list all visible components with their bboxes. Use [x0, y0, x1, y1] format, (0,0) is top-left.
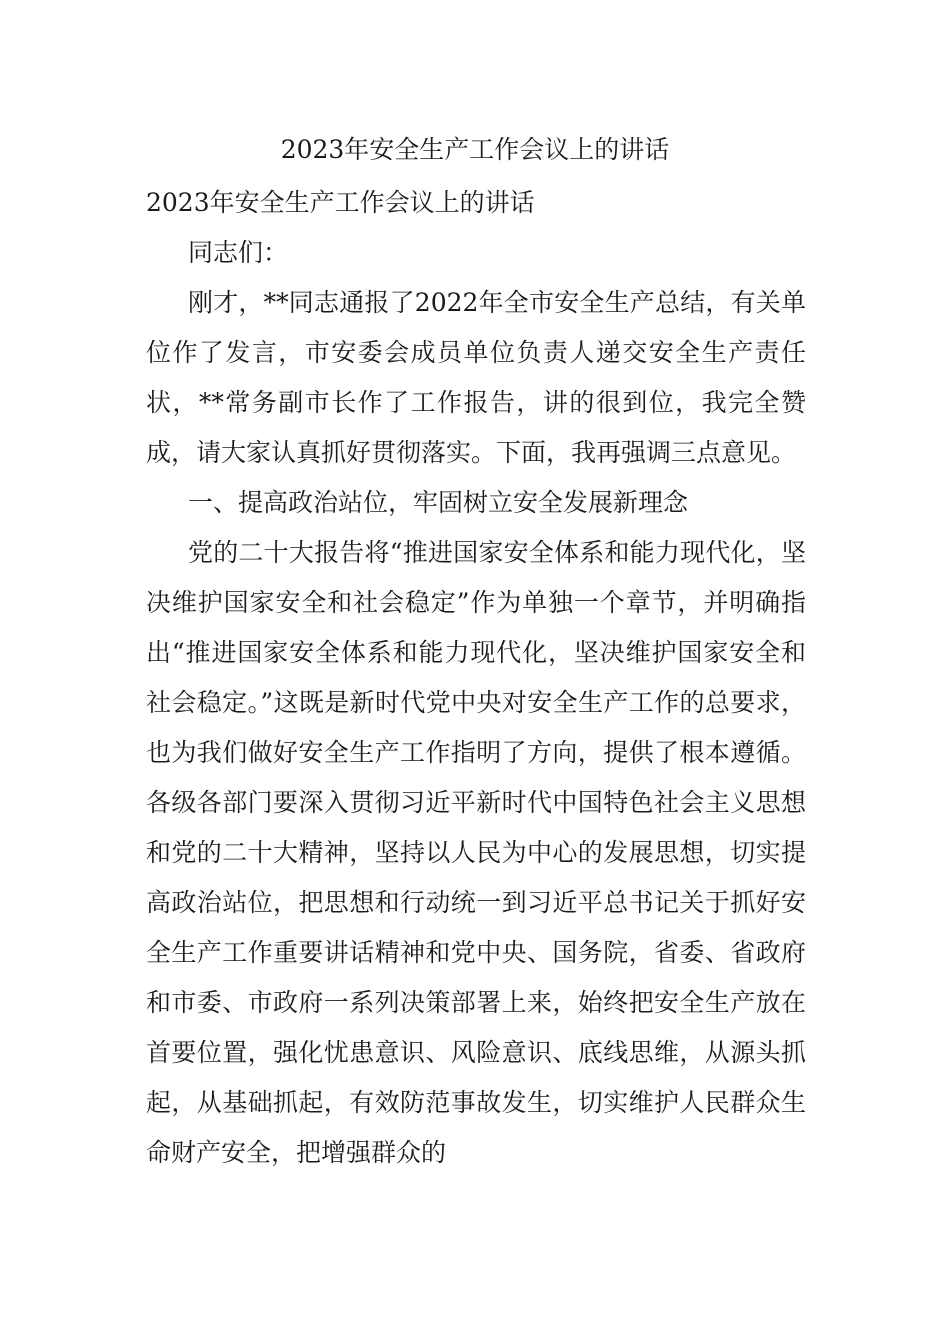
salutation-paragraph: 同志们：	[188, 238, 289, 267]
document-title: 2023年安全生产工作会议上的讲话	[280, 135, 670, 164]
document-body	[146, 178, 806, 1178]
body-paragraph: 党的二十大报告将“推进国家安全体系和能力现代化，坚决维护国家安全和社会稳定”作为单独一个章节，并明确指出“推进国家安全体系和能力现代化，坚决维护国家安全和社会稳定。”这既是新时代党中央对安全生产工作的总要求，也为我们做好安全生产工作指明了方向，提供了根本遵循。各级各部门要深入贯彻习近平新时代中国特色社会主义思想和党的二十大精神，坚持以人民为中心的发展思想，切实提高政治站位，把思想和行动统一到习近平总书记关于抓好安全生产工作重要讲话精神和党中央、国务院，省委、省政府和市委、市政府一系列决策部署上来，始终把安全生产放在首要位置，强化忧患意识、风险意识、底线思维，从源头抓起，从基础抓起，有效防范事故发生，切实维护人民群众生命财产安全，把增强群众的	[146, 538, 806, 1167]
intro-paragraph: 刚才，**同志通报了2022年全市安全生产总结，有关单位作了发言，市安委会成员单位负责人递交安全生产责任状，**常务副市长作了工作报告，讲的很到位，我完全赞成，请大家认真抓好贯彻落实。下面，我再强调三点意见。	[146, 288, 806, 467]
section-heading: 一、提高政治站位，牢固树立安全发展新理念	[188, 488, 689, 517]
subtitle-paragraph: 2023年安全生产工作会议上的讲话	[146, 188, 535, 217]
